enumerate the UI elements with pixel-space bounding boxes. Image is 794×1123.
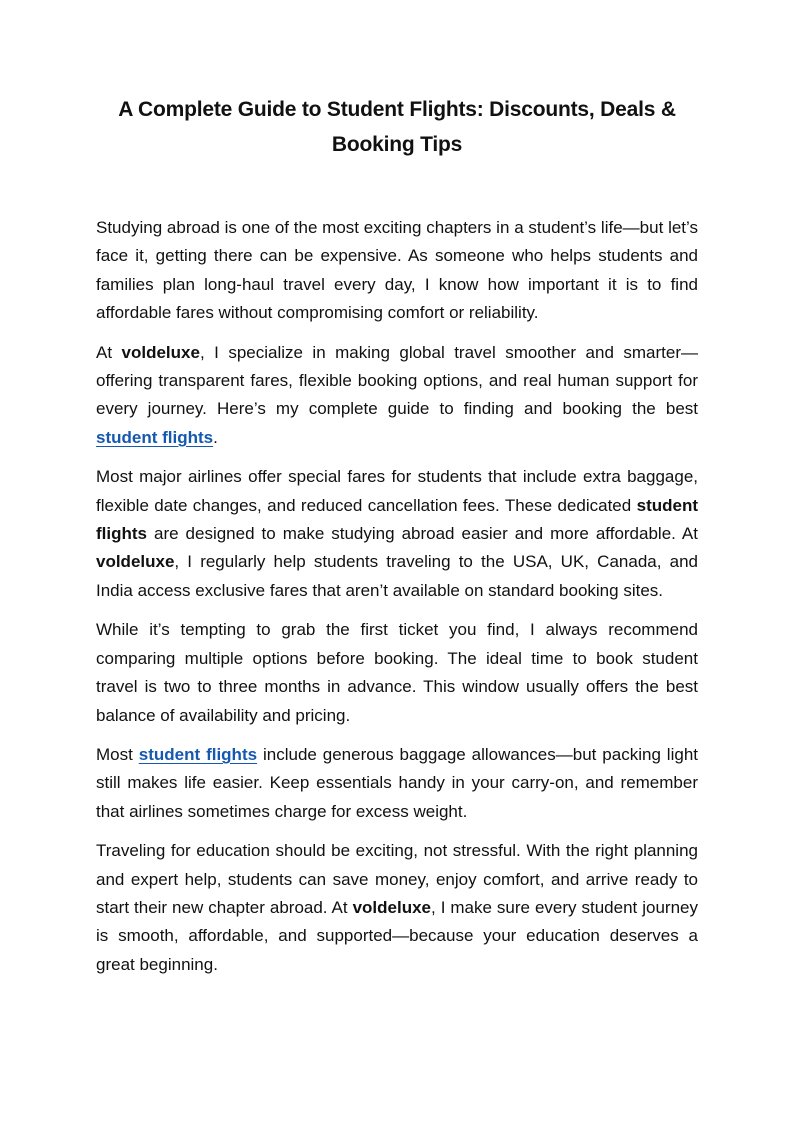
- about-paragraph: [96, 339, 698, 453]
- page-title: A Complete Guide to Student Flights: Discounts, Deals & Booking Tips: [118, 98, 676, 156]
- brand-name: voldeluxe: [121, 342, 200, 362]
- baggage-paragraph: [96, 741, 698, 826]
- airlines-paragraph: [96, 463, 698, 605]
- intro-text: Studying abroad is one of the most exciting chapters in a student’s life—but let’s face it, getting there can be expensive. As someone who helps students and families plan long-haul travel every day, I know how important it is to find affordable fares without compromising comfort or reliability.: [96, 218, 698, 323]
- baggage-text-2: include generous baggage allowances—but packing light still makes life easier. Keep essentials handy in your carry-on, and remember that airlines sometimes charge for excess weight.: [96, 744, 698, 821]
- about-text-1: At: [96, 342, 122, 362]
- brand-name: voldeluxe: [352, 897, 432, 917]
- student-flights-bold: student flights: [96, 495, 698, 544]
- about-text-2: , I specialize in making global travel smoother and smarter—offering transparent fares, flexible booking options, and real human support for every journey. Here’s my complete guide to finding and booking the best: [96, 342, 698, 419]
- brand-name: voldeluxe: [96, 552, 175, 572]
- student-flights-link[interactable]: student flights: [96, 427, 214, 447]
- baggage-text-1: Most: [96, 744, 139, 764]
- airlines-text-2: are designed to make studying abroad easier and more affordable. At: [147, 524, 698, 544]
- airlines-text-3: , I regularly help students traveling to the USA, UK, Canada, and India access exclusive fares that aren’t available on standard booking sites.: [96, 552, 698, 600]
- student-flights-link[interactable]: student flights: [138, 744, 258, 764]
- about-text-3: .: [213, 427, 218, 447]
- booking-tips-text: While it’s tempting to grab the first ticket you find, I always recommend comparing multiple options before booking. The ideal time to book student travel is two to three months in advance. This window usually offers the best balance of availability and pricing.: [96, 620, 698, 725]
- document-page: [96, 92, 698, 990]
- intro-paragraph: [96, 214, 698, 328]
- airlines-text-1: Most major airlines offer special fares for students that include extra baggage, flexible date changes, and reduced cancellation fees. These dedicated: [96, 467, 698, 515]
- conclusion-text-2: , I make sure every student journey is smooth, affordable, and supported—because your education deserves a great beginning.: [96, 897, 698, 974]
- booking-tips-paragraph: [96, 616, 698, 730]
- conclusion-text-1: Traveling for education should be exciting, not stressful. With the right planning and expert help, students can save money, enjoy comfort, and arrive ready to start their new chapter abroad. At: [96, 841, 698, 917]
- conclusion-paragraph: [96, 837, 698, 979]
